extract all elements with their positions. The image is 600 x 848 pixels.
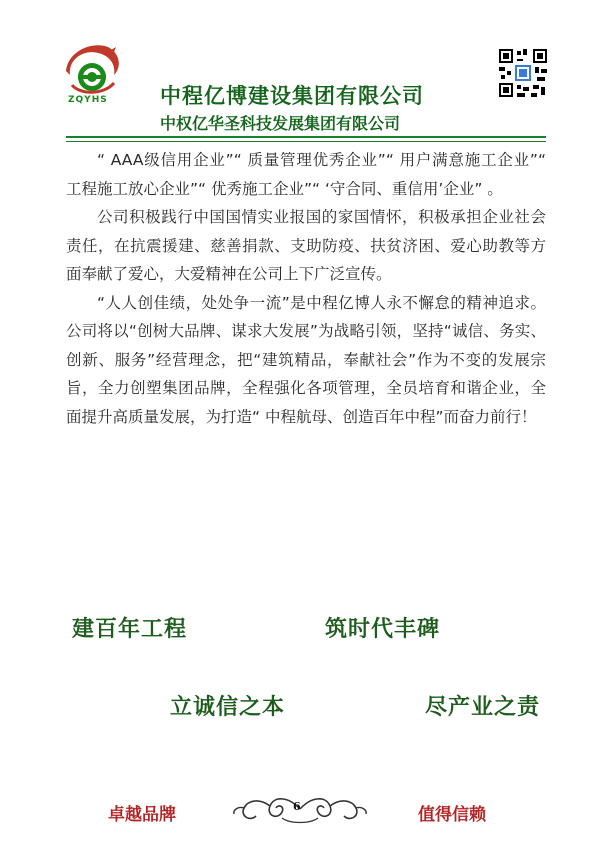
body-text <box>66 146 546 431</box>
company-logo-icon <box>62 45 124 101</box>
footer-right-motto: 值得信赖 <box>418 805 486 825</box>
paragraph-responsibility: 公司积极践行中国国情实业报国的家国情怀，积极承担企业社会责任，在抗震援建、慈善捐款、支助防疫、扶贫济困、爱心助教等方面奉献了爱心，大爱精神在公司上下广泛宣传。 <box>66 208 546 283</box>
slogan-3: 立诚信之本 <box>170 695 286 720</box>
qr-code-icon <box>497 47 549 99</box>
footer-left-motto: 卓越品牌 <box>108 805 176 825</box>
paragraph-honors: “ AAA级信用企业”“ 质量管理优秀企业”“ 用户满意施工企业”“ 工程施工放心企业”“ 优秀施工企业”“ ‘守合同、重信用’企业” 。 <box>66 151 546 198</box>
slogan-4: 尽产业之责 <box>425 695 541 720</box>
company-title: 中程亿博建设集团有限公司 <box>160 84 424 108</box>
company-subtitle: 中权亿华圣科技发展集团有限公司 <box>160 114 401 133</box>
slogan-1: 建百年工程 <box>72 617 188 642</box>
header-divider-thin <box>66 141 546 142</box>
header-divider <box>66 136 546 138</box>
logo-text: ZQYHS <box>68 95 108 105</box>
slogan-2: 筑时代丰碑 <box>325 617 441 642</box>
page-number: 6 <box>293 800 301 813</box>
paragraph-mission: “人人创佳绩，处处争一流”是中程亿博人永不懈怠的精神追求。公司将以“创树大品牌、谋求大发展”为战略引领，坚持“诚信、务实、创新、服务”经营理念，把“建筑精品，奉献社会”作为不变的发展宗旨，全力创塑集团品牌，全程强化各项管理，全员培育和谐企业，全面提升高质量发展，为打造“ 中程航母、创造百年中程”而奋力前行！ <box>66 293 546 426</box>
